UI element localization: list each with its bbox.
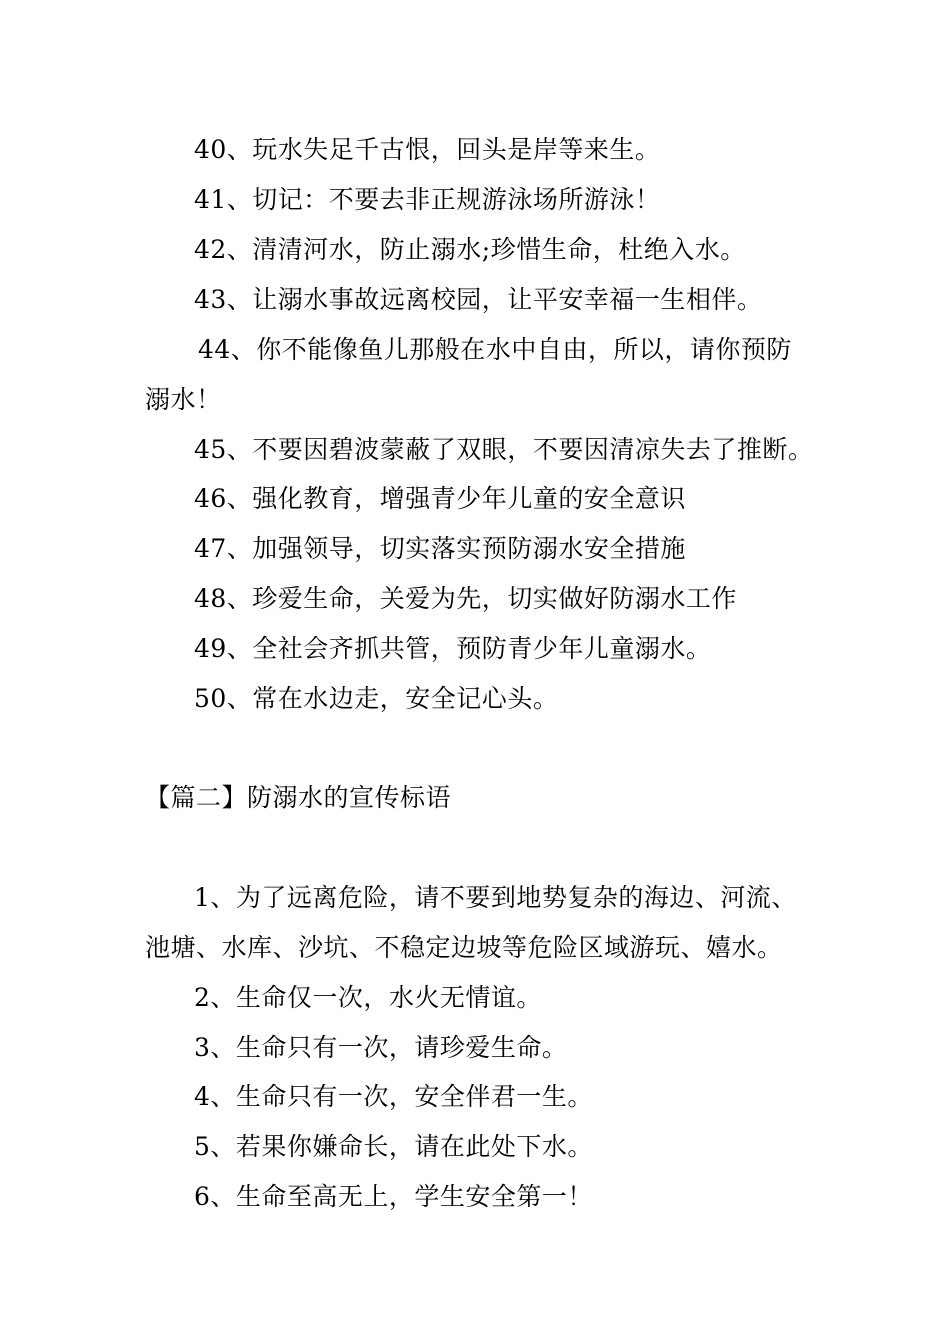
slogan-5: 5、若果你嫌命长，请在此处下水。 bbox=[194, 1132, 593, 1161]
slogan-1-continued: 池塘、水库、沙坑、不稳定边坡等危险区域游玩、嬉水。 bbox=[145, 933, 783, 962]
slogan-43: 43、让溺水事故远离校园，让平安幸福一生相伴。 bbox=[194, 285, 763, 314]
slogan-40: 40、玩水失足千古恨，回头是岸等来生。 bbox=[194, 135, 661, 164]
slogan-41: 41、切记：不要去非正规游泳场所游泳！ bbox=[194, 185, 661, 214]
slogan-44: 44、你不能像鱼儿那般在水中自由，所以，请你预防 bbox=[198, 335, 792, 364]
slogan-44-continued: 溺水！ bbox=[145, 385, 222, 414]
section-heading: 【篇二】防溺水的宣传标语 bbox=[145, 783, 452, 812]
slogan-50: 50、常在水边走，安全记心头。 bbox=[194, 684, 559, 713]
slogan-48: 48、珍爱生命，关爱为先，切实做好防溺水工作 bbox=[194, 584, 737, 613]
slogan-1: 1、为了远离危险，请不要到地势复杂的海边、河流、 bbox=[194, 883, 797, 912]
slogan-42: 42、清清河水，防止溺水;珍惜生命，杜绝入水。 bbox=[194, 235, 746, 264]
slogan-45: 45、不要因碧波蒙蔽了双眼，不要因清凉失去了推断。 bbox=[194, 435, 814, 464]
slogan-2: 2、生命仅一次，水火无情谊。 bbox=[194, 983, 542, 1012]
slogan-46: 46、强化教育，增强青少年儿童的安全意识 bbox=[194, 484, 686, 513]
slogan-47: 47、加强领导，切实落实预防溺水安全措施 bbox=[194, 534, 686, 563]
slogan-4: 4、生命只有一次，安全伴君一生。 bbox=[194, 1082, 593, 1111]
slogan-6: 6、生命至高无上，学生安全第一！ bbox=[194, 1182, 593, 1211]
slogan-3: 3、生命只有一次，请珍爱生命。 bbox=[194, 1033, 568, 1062]
slogan-49: 49、全社会齐抓共管，预防青少年儿童溺水。 bbox=[194, 634, 712, 663]
